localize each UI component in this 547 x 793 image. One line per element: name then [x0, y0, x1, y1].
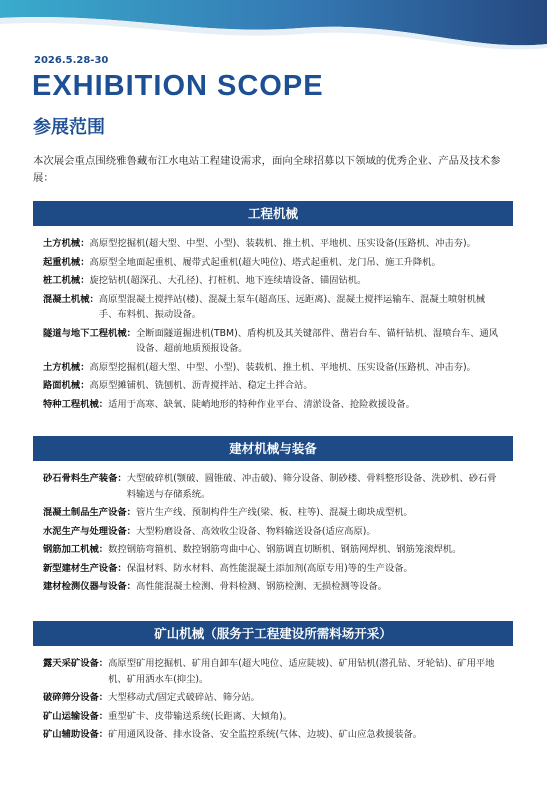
- item-label: 起重机械：: [43, 256, 90, 268]
- item-desc: 全断面隧道掘进机(TBM)、盾构机及其关键部件、凿岩台车、锚杆钻机、湿喷台车、通风设备、超前地质预报设备。: [135, 327, 499, 354]
- exhibition-date: 2026.5.28-30: [34, 55, 109, 66]
- item-desc: 适用于高寒、缺氧、陡峭地形的特种作业平台、清淤设备、抢险救援设备。: [108, 398, 415, 410]
- item-desc: 管片生产线、预制构件生产线(梁、板、柱等)、混凝土砌块成型机。: [135, 507, 413, 518]
- item-label: 钢筋加工机械：: [43, 544, 109, 555]
- item-label: 砂石骨料生产装备：: [43, 473, 127, 484]
- list-item: [43, 561, 503, 577]
- item-label: 土方机械：: [43, 238, 90, 249]
- item-label: 路面机械：: [43, 380, 90, 391]
- item-label: 土方机械：: [43, 361, 90, 373]
- section-building-materials-machinery: [33, 436, 513, 598]
- item-desc: 高原型挖掘机(超大型、中型、小型)、装载机、推土机、平地机、压实设备(压路机、冲击夯)。: [89, 361, 476, 373]
- item-desc: 高性能混凝土检测、骨料检测、钢筋检测、无损检测等设备。: [135, 581, 388, 592]
- item-label: 隧道与地下工程机械：: [43, 327, 136, 339]
- list-item: [43, 292, 503, 323]
- list-item: [43, 326, 503, 357]
- item-label: 露天采矿设备：: [43, 658, 109, 669]
- list-item: [43, 255, 503, 271]
- item-label: 混凝土机械：: [43, 293, 99, 305]
- item-label: 水泥生产与处理设备：: [43, 525, 136, 537]
- item-label: 特种工程机械：: [43, 398, 109, 410]
- list-item: [43, 709, 503, 725]
- item-desc: 数控钢筋弯箍机、数控钢筋弯曲中心、钢筋调直切断机、钢筋网焊机、钢筋笼滚焊机。: [108, 544, 462, 555]
- item-desc: 高原型挖掘机(超大型、中型、小型)、装载机、推土机、平地机、压实设备(压路机、冲击夯)。: [89, 238, 476, 249]
- section-title: 矿山机械（服务于工程建设所需料场开采）: [33, 621, 513, 646]
- section-engineering-machinery: [33, 201, 513, 415]
- list-item: [43, 727, 503, 743]
- header-wave: [0, 0, 547, 60]
- list-item: [43, 378, 503, 394]
- list-item: [43, 360, 503, 376]
- item-desc: 高原型摊铺机、铣刨机、沥青搅拌站、稳定土拌合站。: [89, 380, 313, 391]
- page-title: EXHIBITION SCOPE: [32, 70, 324, 102]
- list-item: [43, 656, 503, 687]
- item-desc: 矿用通风设备、排水设备、安全监控系统(气体、边坡)、矿山应急救援装备。: [108, 729, 423, 740]
- list-item: [43, 690, 503, 706]
- item-desc: 大型粉磨设备、高效收尘设备、物料输送设备(适应高原)。: [135, 525, 376, 537]
- item-desc: 重型矿卡、皮带输送系统(长距离、大倾角)。: [108, 710, 292, 722]
- list-item: [43, 579, 503, 595]
- list-item: [43, 397, 503, 413]
- item-label: 矿山辅助设备：: [43, 729, 109, 740]
- intro-paragraph: 本次展会重点围绕雅鲁藏布江水电站工程建设需求，面向全球招募以下领域的优秀企业、产品及技术参展：: [33, 155, 501, 184]
- item-desc: 高原型矿用挖掘机、矿用自卸车(超大吨位、适应陡坡)、矿用钻机(潜孔钻、牙轮钻)、矿用平地机、矿用洒水车(抑尘)。: [108, 658, 495, 685]
- list-item: [43, 236, 503, 252]
- item-desc: 保温材料、防水材料、高性能混凝土添加剂(高原专用)等的生产设备。: [126, 562, 413, 574]
- item-label: 破碎筛分设备：: [43, 692, 109, 703]
- section-title: 建材机械与装备: [33, 436, 513, 461]
- item-label: 桩工机械：: [43, 275, 90, 286]
- item-label: 新型建材生产设备：: [43, 562, 127, 574]
- section-title: 工程机械: [33, 201, 513, 226]
- item-desc: 大型移动式/固定式破碎站、筛分站。: [108, 692, 260, 703]
- item-desc: 旋挖钻机(超深孔、大孔径)、打桩机、地下连续墙设备、锚固钻机。: [89, 275, 367, 286]
- item-desc: 高原型全地面起重机、履带式起重机(超大吨位)、塔式起重机、龙门吊、施工升降机。: [89, 256, 441, 268]
- item-label: 建材检测仪器与设备：: [43, 581, 136, 592]
- item-label: 混凝土制品生产设备：: [43, 507, 136, 518]
- list-item: [43, 524, 503, 540]
- list-item: [43, 542, 503, 558]
- list-item: [43, 471, 503, 502]
- item-desc: 大型破碎机(颚破、圆锥破、冲击破)、筛分设备、制砂楼、骨料整形设备、洗砂机、砂石骨料输送与存储系统。: [126, 473, 497, 500]
- item-label: 矿山运输设备：: [43, 710, 109, 722]
- page-subtitle: 参展范围: [33, 117, 105, 138]
- section-mining-machinery: [33, 621, 513, 746]
- list-item: [43, 505, 503, 521]
- item-desc: 高原型混凝土搅拌站(楼)、混凝土泵车(超高压、远距离)、混凝土搅拌运输车、混凝土喷射机械手、布料机、振动设备。: [98, 293, 486, 320]
- list-item: [43, 273, 503, 289]
